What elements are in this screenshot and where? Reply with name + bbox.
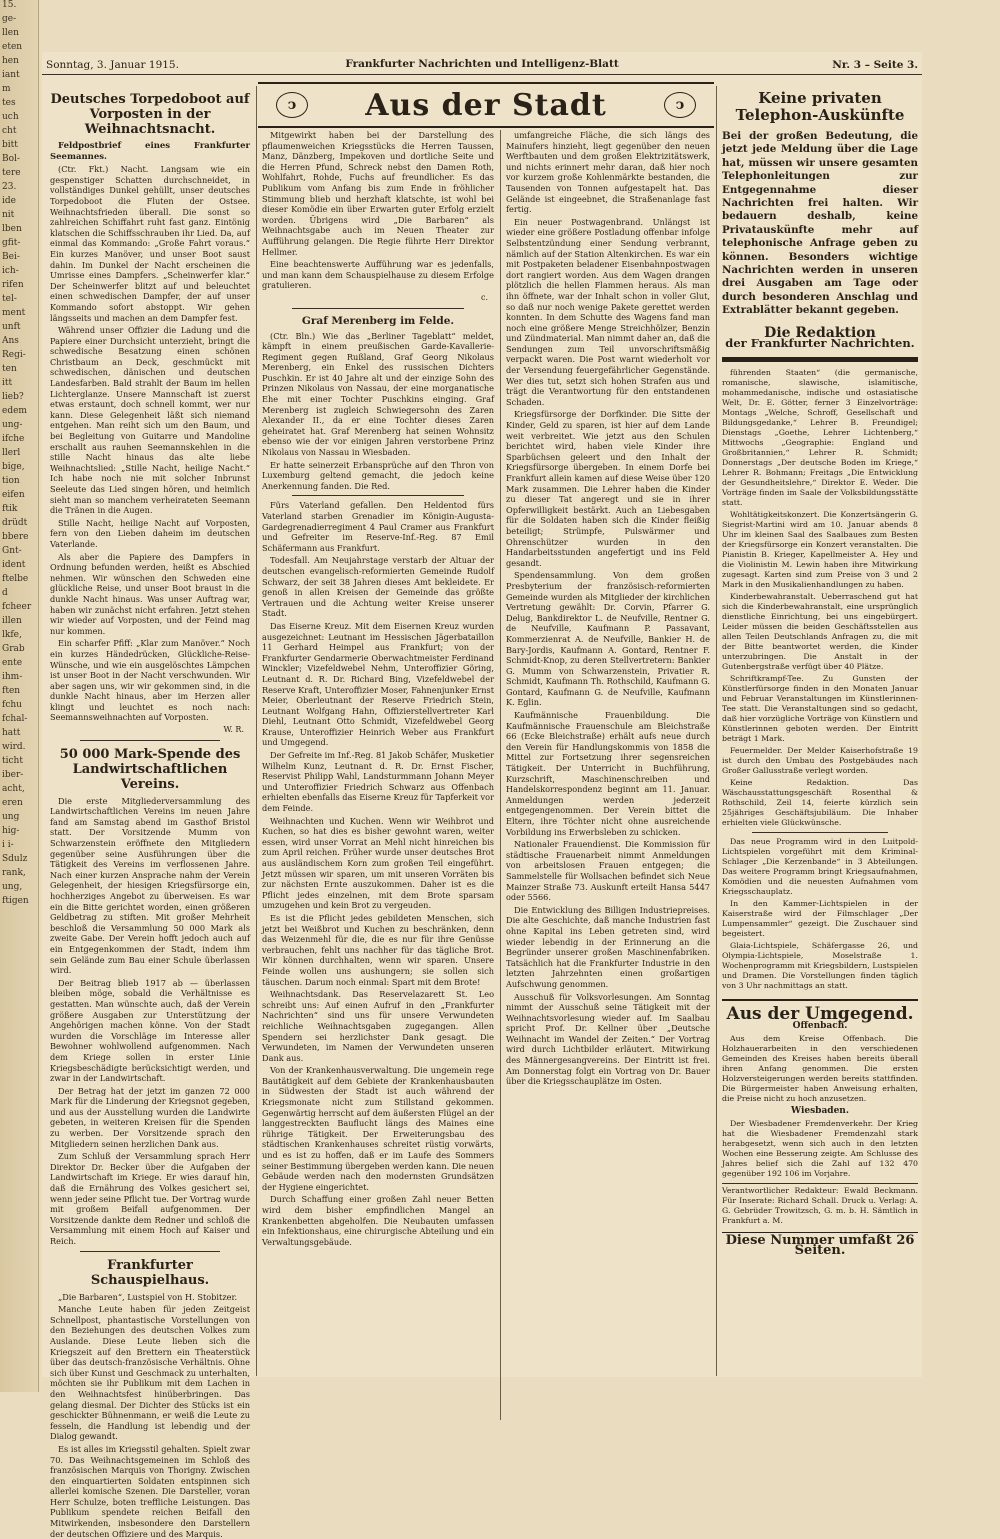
article-paragraph: Eine beachtenswerte Aufführung war es jedenfalls, und man kann dem Schauspielhause zu diesem Erfolge gratulieren. xyxy=(262,259,494,291)
divider xyxy=(752,832,888,833)
edge-fragment: ide xyxy=(2,196,16,206)
column-1 xyxy=(50,86,250,1539)
article-paragraph: Während unser Offizier die Ladung und die Papiere einer Durchsicht unterzieht, bringt die schwedische Besatzung einen schönen Christbaum an Deck, geschmückt mit schwedischen, dänischen und deutschen Landesfarben. Bald strahlt der Baum im hellen Lichterglanze. Unsere Mannschaft ist zuerst etwas erstaunt, doch schnell kommt, wer nur kann. Diese Gelegenheit läßt sich niemand entgehen. Man reiht sich um den Baum, und bei Begleitung von Guitarre und Mandoline erschallt aus rauhen Seemannskehlen in die stille Nacht hinaus das alte liebe Weihnachtslied: „Stille Nacht, heilige Nacht.“ Ich habe noch nie mit solcher Inbrunst Seeleute das Lied singen hören, und heimlich sieht man so manchem verheirateten Seemann die Tränen in die Augen. xyxy=(50,325,250,516)
article-paragraph: Ein neuer Postwagenbrand. Unlängst ist wieder eine größere Postladung offenbar infolge Selbstentzündung einer Sendung verbrannt, nämlich auf der Station Altenkirchen. Es war ein mit Postpaketen beladener Eisenbahnpostwagen dort rangiert worden. Aus dem Wagen drangen plötzlich die hellen Flammen heraus. Als man ihn öffnete, war der Inhalt schon in voller Glut, so daß nur noch wenige Pakete gerettet werden konnten. In dem Schutte des Wagens fand man noch eine größere Menge Streichhölzer, Benzin und Zündmaterial. Man nimmt daher an, daß die Sendungen zum Teil unvorschriftsmäßig verpackt waren. Die Post warnt wiederholt vor der Versendung feuergefährlicher Gegenstände. Wer dies tut, setzt sich hohen Strafen aus und trägt die Verantwortung für den entstandenen Schaden. xyxy=(506,216,710,407)
divider xyxy=(292,495,464,496)
article-paragraph: Kinderbewahranstalt. Ueberraschend gut hat sich die Kinderbewahranstalt, eine ursprünglich dienstliche Einrichtung, bei uns eingebürgert. Leider müssen die beiden Geschäftsstellen aus allen Teilen Deutschlands Anfragen zu, die mit der Bitte beantwortet werden, die Kinder unterzubringen. Die Anstalt in der Gutenbergstraße verfügt über 40 Plätze. xyxy=(722,591,918,671)
article-paragraph: Zum Schluß der Versammlung sprach Herr Direktor Dr. Becker über die Aufgaben der Landwirtschaft im Kriege. Er wies darauf hin, daß die Ernährung des Volkes gesichert sei, wenn jeder seine Pflicht tue. Der Vortrag wurde mit großem Beifall aufgenommen. Der Vorsitzende dankte dem Redner und schloß die Versammlung mit einem Hoch auf Kaiser und Reich. xyxy=(50,1151,250,1246)
edge-fragment: nit xyxy=(2,210,15,220)
edge-fragment: tere xyxy=(2,168,21,178)
edge-fragment: tel- xyxy=(2,294,17,304)
article-paragraph: Mitgewirkt haben bei der Darstellung des pflaumenweichen Kriegsstücks die Herren Taussen, Manz, Dänzberg, Impekoven und dortliche Seite und die Herren Pfund, Schreck nebst den Damen Roth, Wohlfahrt, Rohde, Fuchs auf freundlicher. Es das Publikum vom Anfang bis zum Ende in fröhlicher Stimmung blieb und herzhaft klatschte, ist wohl bei dieser Komödie ein über Erwarten guter Erfolg erzielt worden. Übrigens wird „Die Barbaren“ als Weihnachtsgabe auch im Neuen Theater zur Aufführung gelangen. Die Regie führte Herr Direktor Hellmer. xyxy=(262,130,494,257)
edge-fragment: i i- xyxy=(2,840,14,850)
column-3 xyxy=(506,130,710,1376)
article-paragraph: Stille Nacht, heilige Nacht auf Vorposten, fern von den Lieben daheim im deutschen Vaterlande. xyxy=(50,517,250,549)
article-paragraph: Kaufmännische Frauenbildung. Die Kaufmännische Frauenschule am Bleichstraße 66 (Ecke Bleichstraße) erhält aufs neue durch den Verein für Handlungskommis von 1858 die Mittel zur Fortsetzung ihrer segensreichen Tätigkeit. Der Unterricht in Buchführung, Kurzschrift, Maschinenschreiben und Handelskorrespondenz beginnt am 11. Januar. Anmeldungen werden jederzeit entgegengenommen. Der Verein bittet die Eltern, ihre Töchter nicht ohne ausreichende Vorbildung ins Erwerbsleben zu schicken. xyxy=(506,710,710,837)
edge-fragment: Sdulz xyxy=(2,854,28,864)
article-paragraph: Feuermelder. Der Melder Kaiserhofstraße 19 ist durch den Umbau des Postgebäudes nach Großer Gallusstraße verlegt worden. xyxy=(722,745,918,775)
edge-fragment: ftik xyxy=(2,504,18,514)
edge-fragment: ftelbe xyxy=(2,574,29,584)
edge-fragment: Gnt- xyxy=(2,546,22,556)
edge-fragment: ung xyxy=(2,812,20,822)
column-rule xyxy=(256,86,257,1376)
column-2 xyxy=(262,130,494,1376)
article-paragraph: führenden Staaten“ (die germanische, romanische, slawische, islamitische, mohammedanische, indische und ostasiatische Welt, Dr. E. Götter, ferner 3 Einzelvorträge: Montags „Welche, Schroff, Gesellschaft und Bildungsgedanke,“ Lehrer B. Freundigel; Dienstags „Goethe, Lehrer Lichtenberg,“ Mittwochs „Geographie: England und Großbritannien,“ Lehrer R. Schmidt; Donnerstags „Der deutsche Boden im Kriege,“ Lehrer R. Bohmann; Freitags „Die Entwicklung der Gesundheitslehre,“ Direktor E. Weder. Die Vorträge finden im Saale der Volksbildungsstätte statt. xyxy=(722,367,918,507)
article-paragraph: Ein scharfer Pfiff: „Klar zum Manöver.“ Noch ein kurzes Händedrücken, Glückliche-Reise-Wünsche, und wie ein ausgelöschtes Lämpchen ist unser Boot in der Nacht verschwunden. Wir aber sagen uns, wir wir gekommen sind, in die dunkle Nacht hinaus, aber im Herzen aller klingt und leuchtet es noch nach: Seemannsweihnachten auf Vorposten. xyxy=(50,638,250,723)
edge-fragment: fchu xyxy=(2,700,22,710)
edge-fragment: bige, xyxy=(2,462,25,472)
article-signature: W. R. xyxy=(223,725,244,735)
article-paragraph: (Ctr. Fkt.) Nacht. Langsam wie ein gespenstiger Schatten durchschneidet, in vollständiges Dunkel gehüllt, unser deutsches Torpedoboot die Fluten der Ostsee. Weihnachtsfrieden überall. Die sonst so zahlreichen Schiffahrt ruht fast ganz. Eintönig klatschen die Schiffsschrauben ihr Lied. Da, auf einmal das Kommando: „Große Fahrt voraus.“ Ein kurzes Manöver, und unser Boot saust dahin. Im Dunkel der Nacht erscheinen die Umrisse eines Dampfers. „Scheinwerfer klar.“ Der Scheinwerfer blitzt auf und beleuchtet einen schwedischen Dampfer, der auf unser Kommando sofort abstoppt. Wir gehen längsseits und machen an dem Dampfer fest. xyxy=(50,164,250,323)
article-paragraph: Durch Schaffung einer großen Zahl neuer Betten wird dem bisher empfindlichen Mangel an Krankenbetten abgeholfen. Die Neubauten umfassen ein Infektionshaus, eine chirurgische Abteilung und ein Verwaltungsgebäude. xyxy=(262,1194,494,1247)
article-paragraph: Der Betrag hat der jetzt im ganzen 72 000 Mark für die Linderung der Kriegsnot gegeben, und aus der Ausstellung wurden die Landwirte gebeten, in weiteren Kreisen für die Spenden zu werben. Der Vorsitzende sprach den Mitgliedern seinen herzlichen Dank aus. xyxy=(50,1085,250,1149)
edge-fragment: rank, xyxy=(2,868,26,878)
edge-fragment: drüdt xyxy=(2,518,28,528)
column-4 xyxy=(722,86,918,1376)
edge-fragment: lieb? xyxy=(2,392,24,402)
article-title-torpedoboot: Deutsches Torpedoboot auf Vorposten in der Weihnachtsnacht. xyxy=(50,92,250,137)
divider xyxy=(722,999,918,1001)
edge-fragment: lben xyxy=(2,224,22,234)
article-paragraph: Schriftkrampf-Tee. Zu Gunsten der Künstlerfürsorge finden in den Monaten Januar und Februar Veranstaltungen im Künstlerinnen-Tee statt. Die Veranstaltungen sind so gedacht, daß hier vorzügliche Vorträge von Künstlern und Künstlerinnen geboten werden. Der Eintritt beträgt 1 Mark. xyxy=(722,673,918,743)
subsection-offenbach: Offenbach. xyxy=(792,1021,848,1032)
section-title: Aus der Stadt xyxy=(365,88,607,123)
edge-fragment: ente xyxy=(2,658,23,668)
edge-fragment: acht, xyxy=(2,784,25,794)
ornament-right-icon: ↄ xyxy=(664,92,696,118)
article-signature: c. xyxy=(480,292,488,302)
article-paragraph: Der Gefreite im Inf.-Reg. 81 Jakob Schäfer, Musketier Wilhelm Kunz, Leutnant d. R. Dr. Ernst Fischer, Reservist Philipp Wahl, Landsturmmann Johann Meyer und Unteroffizier Friedrich Schwarz aus Offenbach erhielten ebenfalls das Eiserne Kreuz für Tapferkeit vor dem Feinde. xyxy=(262,750,494,814)
header-paper-name: Frankfurter Nachrichten und Intelligenz-Blatt xyxy=(345,58,619,70)
article-paragraph: Keine Redaktion. Das Wäschausstattungsgeschäft Rosenthal & Rothschild, Zeil 14, feierte kürzlich sein 25jähriges Geschäftsjubiläum. Die Inhaber erhielten viele Glückwünsche. xyxy=(722,777,918,827)
article-paragraph: Ausschuß für Volksvorlesungen. Am Sonntag nimmt der Ausschuß seine Tätigkeit mit der Weihnachtsvorlesung wieder auf. Im Saalbau spricht Prof. Dr. Kellner über „Deutsche Weihnacht im Wandel der Zeiten.“ Der Vortrag wird durch Lichtbilder erläutert. Mitwirkung des Männergesangvereins. Der Eintritt ist frei. Am Donnerstag folgt ein Vortrag von Dr. Bauer über die Kriegsschauplätze im Osten. xyxy=(506,991,710,1087)
article-paragraph: Das neue Programm wird in den Luitpold-Lichtspielen vorgeführt mit dem Kriminal-Schlager „Die Kerzenbande“ in 3 Abteilungen. Das weitere Programm bringt Kriegsaufnahmen, Komödien und die neuesten Aufnahmen vom Kriegsschauplatz. xyxy=(722,836,918,896)
article-paragraph: Das Eiserne Kreuz. Mit dem Eisernen Kreuz wurden ausgezeichnet: Leutnant im Hessischen Jägerbataillon 11 Gerhard Heimpel aus Frankfurt; von der Frankfurter Gendarmerie Oberwachtmeister Ferdinand Winckler; Vizefeldwebel Nehm, Unteroffizier Göring, Leutnant d. R. Dr. Richard Bing, Vizefeldwebel der Reserve Kraft, Unteroffizier Moser, Fahnenjunker Ernst Meier, Oberleutnant der Reserve Friedrich Stein, Leutnant Wolfgang Hahn, Offizierstellvertreter Karl Diehl, Leutnant Otto Schmidt, Vizefeldwebel Georg Krause, Unteroffizier Heinrich Weber aus Frankfurt und Umgegend. xyxy=(262,620,494,748)
edge-fragment: bitt xyxy=(2,140,18,150)
edge-fragment: eten xyxy=(2,42,23,52)
notice-title: Keine privaten Telephon-Auskünfte xyxy=(735,89,905,124)
article-paragraph: Die erste Mitgliederversammlung des Landwirtschaftlichen Vereins im neuen Jahre fand am Samstag abend im Gasthof Bristol statt. Der Vorsitzende Mumm von Schwarzenstein eröffnete den Mitgliedern gegenüber seine Ausführungen über die Tätigkeit des Vereins im verflossenen Jahre. Nach einer kurzen Ansprache nahm der Verein Gelegenheit, der hiesigen Kriegsfürsorge ein, hochherziges Angebot zu überweisen. Es war ein die Bitte gerichtet worden, einen größeren Geldbetrag zu stiften. Mit großer Mehrheit beschloß die Versammlung 50 000 Mark als zweite Gabe. Der Verein hofft jedoch auch auf ein Entgegenkommen der Stadt, indem ihm sein Gelände zum Bau einer Schule überlassen wird. xyxy=(50,795,250,976)
article-paragraph: Von der Krankenhausverwaltung. Die ungemein rege Bautätigkeit auf dem Gebiete der Krankenhausbauten in Südwesten der Stadt ist auch während der Kriegsmonate nicht zum Stillstand gekommen. Gegenwärtig herrscht auf dem äußersten Flügel an der langgestreckten Bauflucht längs des Maines eine rührige Tätigkeit. Der Erweiterungsbau des städtischen Krankenhauses schreitet rüstig vorwärts, und es ist zu hoffen, daß er im Laufe des Sommers seiner Bestimmung übergeben werden kann. Die neuen Gebäude werden nach den modernsten Grundsätzen der Hygiene eingerichtet. xyxy=(262,1065,494,1192)
edge-fragment: m xyxy=(2,84,11,94)
edge-fragment: lkfe, xyxy=(2,630,22,640)
article-paragraph: (Ctr. Bln.) Wie das „Berliner Tageblatt“ meldet, kämpft in einem preußischen Garde-Kavallerie-Regiment gegen Rußland, Graf Georg Nikolaus Merenberg, ein Enkel des russischen Dichters Puschkin. Er ist 40 Jahre alt und der einzige Sohn des Prinzen Nikolaus von Nassau, der eine morganatische Ehe mit einer Tochter Puschkins einging. Graf Merenberg ist zugleich Schwiegersohn des Zaren Alexander II., da er eine Tochter dieses Zaren geheiratet hat. Graf Merenberg hat seinen Wohnsitz ebenso wie der vor einigen Jahren verstorbene Prinz Nikolaus von Nassau in Wiesbaden. xyxy=(262,330,494,458)
notice-signature: Die Redaktion xyxy=(764,324,876,341)
edge-fragment: ung- xyxy=(2,420,23,430)
article-paragraph: umfangreiche Fläche, die sich längs des Mainufers hinzieht, liegt gegenüber den neuen Werftbauten und dem großen Elektrizitätswerk, und nichts erinnert mehr daran, daß hier noch vor kurzem große Kohlenmärkte bestanden, die Tausenden von Tonnen aufgestapelt hat. Das Gelände ist eingeebnet, die Straßenanlage fast fertig. xyxy=(506,130,710,215)
edge-fragment: llerl xyxy=(2,448,21,458)
article-paragraph: Fürs Vaterland gefallen. Den Heldentod fürs Vaterland starben Grenadier im Königin-Augusta-Gardegrenadierregiment 4 Paul Cramer aus Frankfurt und Gefreiter im Reserve-Inf.-Reg. 87 Emil Schäfermann aus Frankfurt. xyxy=(262,500,494,553)
article-paragraph: „Die Barbaren“, Lustspiel von H. Stobitzer. xyxy=(58,1291,238,1302)
article-paragraph: Als aber die Papiere des Dampfers in Ordnung befunden werden, heißt es Abschied nehmen. Wir wünschen den Schweden eine glückliche Reise, und unser Boot braust in die dunkle Nacht hinaus. Was unser Auftrag war, haben wir zunächst nicht erfahren. Jetzt stehen wir wieder auf Vorposten, und der Feind mag nur kommen. xyxy=(50,551,250,636)
edge-fragment: ticht xyxy=(2,756,23,766)
edge-fragment: llen xyxy=(2,28,19,38)
edge-fragment: wird. xyxy=(2,742,26,752)
edge-fragment: hig- xyxy=(2,826,20,836)
header-page-number: Nr. 3 – Seite 3. xyxy=(832,59,918,71)
edge-fragment: Ans xyxy=(2,336,19,346)
imprint: Verantwortlicher Redakteur: Ewald Beckmann. Für Inserate: Richard Schall. Druck u. Verlag: A. G. Gebrüder Trowitzsch, G. m. b. H. Sämtlich in Frankfurt a. M. xyxy=(722,1183,918,1226)
subsection-wiesbaden: Wiesbaden. xyxy=(791,1106,849,1117)
article-paragraph: Der Wiesbadener Fremdenverkehr. Der Krieg hat die Wiesbadener Fremdenzahl stark herabgesetzt, wenn sich auch in den letzten Wochen eine Besserung zeigte. Am Schlusse des Jahres belief sich die Zahl auf 132 470 gegenüber 192 106 im Vorjahre. xyxy=(722,1118,918,1178)
column-rule xyxy=(716,86,717,1376)
section-masthead xyxy=(258,82,714,128)
edge-fragment: gfit- xyxy=(2,238,21,248)
edge-fragment: rifen xyxy=(2,280,24,290)
edge-fragment: hen xyxy=(2,56,19,66)
divider xyxy=(80,1251,220,1252)
edge-fragment: Grab xyxy=(2,644,25,654)
edge-fragment: eifen xyxy=(2,490,25,500)
article-title-schauspielhaus: Frankfurter Schauspielhaus. xyxy=(90,1257,210,1288)
page-header xyxy=(42,58,922,75)
edge-fragment: Bei- xyxy=(2,252,20,262)
edge-fragment: illen xyxy=(2,616,22,626)
article-paragraph: In den Kammer-Lichtspielen in der Kaiserstraße wird der Filmschlager „Der Lumpensammler“ gezeigt. Die Zuschauer sind begeistert. xyxy=(722,898,918,938)
edge-fragment: uch xyxy=(2,112,19,122)
edge-fragment: cht xyxy=(2,126,17,136)
article-paragraph: Weihnachten und Kuchen. Wenn wir Weihbrot und Kuchen, so hat dies es bisher gewohnt waren, weiter essen, wird unser Vorrat an Mehl nicht hinreichen bis zum April reichen. Früher wurde unser deutsches Brot aus ausländischem Korn zum großen Teil eingeführt. Jetzt müssen wir sparen, um mit unseren Vorräten bis zur nächsten Ernte auszukommen. Daher ist es die Pflicht jedes einzelnen, mit dem Brote sparsam umzugehen und kein Brot zu vergeuden. xyxy=(262,815,494,911)
edge-fragment: tion xyxy=(2,476,20,486)
article-paragraph: Der Beitrag blieb 1917 ab — überlassen bleiben möge, sobald die Verhältnisse es gestatten. Man wünschte auch, daß der Verein größere Ausgaben zur Unterstützung der Angehörigen machen könne. Von der Stadt wurden die Vorschläge im Interesse aller Bewohner wohlwollend aufgenommen. Nach dem Kriege sollen in erster Linie Kriegsbeschädigte berücksichtigt werden, und zwar in der Landwirtschaft. xyxy=(50,977,250,1084)
edge-fragment: ihm- xyxy=(2,672,23,682)
article-paragraph: Die Entwicklung des Billigen Industriepreises. Die alte Geschichte, daß manche Industrien fast ohne Kapital ins Leben getreten sind, wird wieder lebendig in der Erinnerung an die Begründer unserer großen Maschinenfabriken. Tatsächlich hat die Frankfurter Industrie in den letzten Jahrzehnten einen großartigen Aufschwung genommen. xyxy=(506,904,710,989)
ornament-left-icon: ↄ xyxy=(276,92,308,118)
edge-fragment: itt xyxy=(2,378,13,388)
article-paragraph: Kriegsfürsorge der Dorfkinder. Die Sitte der Kinder, Geld zu sparen, ist hier auf dem Lande weit verbreitet. Wie jetzt aus den Schulen berichtet wird, haben viele Kinder ihre Sparbüchsen geleert und den Inhalt der Kriegsfürsorge übergeben. In einem Dorfe bei Frankfurt allein kamen auf diese Weise über 120 Mark zusammen. Die Lehrer haben die Kinder zu dieser Tat angeregt und sie in ihrer Opferwilligkeit bestärkt. Auch an Liebesgaben für die Soldaten haben sich die Kinder fleißig beteiligt; Strümpfe, Pulswärmer und Ohrenschützer wurden in den Handarbeitsstunden angefertigt und ins Feld gesandt. xyxy=(506,409,710,568)
edge-fragment: iant xyxy=(2,70,20,80)
edge-fragment: ich- xyxy=(2,266,19,276)
edge-fragment: edem xyxy=(2,406,27,416)
edge-fragment: tes xyxy=(2,98,16,108)
edge-fragment: unft xyxy=(2,322,21,332)
header-date: Sonntag, 3. Januar 1915. xyxy=(46,59,179,71)
article-dateline: Feldpostbrief eines Frankfurter Seemannes. xyxy=(50,141,250,162)
article-paragraph: Glaia-Lichtspiele, Schäfergasse 26, und Olympia-Lichtspiele, Moselstraße 1. Wochenprogramm mit Kriegsbildern, Lustspielen und Dramen. Die Vorstellungen finden täglich von 3 Uhr nachmittags an statt. xyxy=(722,940,918,990)
edge-fragment: ften xyxy=(2,686,21,696)
article-title-spende: 50 000 Mark-Spende des Landwirtschaftlichen Vereins. xyxy=(59,746,241,792)
edge-fragment: ment xyxy=(2,308,26,318)
article-paragraph: Todesfall. Am Neujahrstage verstarb der Altuar der deutschen evangelisch-reformierten Gemeinde Rudolf Schwarz, der seit 38 Jahren dieses Amt bekleidete. Er genoß in allen Kreisen der Gemeinde das größte Vertrauen und die Achtung weiter Kreise unserer Stadt. xyxy=(262,555,494,619)
page-count-note: Diese Nummer umfaßt 26 Seiten. xyxy=(722,1232,918,1257)
edge-fragment: eren xyxy=(2,798,23,808)
article-paragraph: Es ist die Pflicht jedes gebildeten Menschen, sich jetzt bei Weißbrot und Kuchen zu beschränken, denn das Weizenmehl für die, die es nur für ihre Genüsse verbrauchen, fehlt uns nachher für das tägliche Brot. Wir können durchhalten, wenn wir sparen. Unsere Feinde wollen uns aushungern; sie sollen sich täuschen. Darum noch einmal: Spart mit dem Brote! xyxy=(262,912,494,987)
section-title-umgegend: Aus der Umgegend. xyxy=(726,1003,914,1024)
edge-fragment: ge- xyxy=(2,14,17,24)
edge-fragment: 23. xyxy=(2,182,17,192)
article-paragraph: Es ist alles im Kriegsstil gehalten. Spielt zwar 70. Das Weihnachtsgemeinen im Schloß des französischen Marquis von Thorigny. Zwischen den einquartierten Soldaten entspinnen sich allerlei komische Szenen. Die Darsteller, voran Herr Schulze, boten treffliche Leistungen. Das Publikum spendete reichen Beifall den Mitwirkenden, insbesondere den Darstellern der deutschen Offiziere und des Marquis. xyxy=(50,1443,250,1539)
edge-fragment: Bol- xyxy=(2,154,20,164)
edge-fragment: fcheer xyxy=(2,602,32,612)
article-paragraph: Manche Leute haben für jeden Zeitgeist Schnellpost, phantastische Vorstellungen von den Beziehungen des deutschen Volkes zum Auslande. Diese Leute lieben sich die Kriegszeit auf den Brettern ein Theaterstück über das deutsch-französische Verhältnis. Ohne sich über Kunst und Geschmack zu unterhalten, möchten sie ihr Publikum mit dem Lachen in den Weihnachtsfest hinüberbringen. Das gelang diesmal. Der Dichter des Stücks ist ein geschickter Bühnenmann, er weiß die Leute zu fesseln, die Handlung ist lebendig und der Dialog gewandt. xyxy=(50,1304,250,1442)
divider xyxy=(80,740,220,741)
edge-fragment: hatt xyxy=(2,728,21,738)
edge-fragment: ung, xyxy=(2,882,23,892)
article-paragraph: Nationaler Frauendienst. Die Kommission für städtische Frauenarbeit nimmt Anmeldungen von arbeitslosen Frauen entgegen; die Sammelstelle für Wollsachen befindet sich Neue Mainzer Straße 73. Auskunft erteilt Hansa 5447 oder 5566. xyxy=(506,839,710,903)
column-rule xyxy=(500,130,501,1420)
thick-divider xyxy=(722,357,918,362)
notice-signature-sub: der Frankfurter Nachrichten. xyxy=(725,336,915,351)
edge-fragment: d xyxy=(2,588,8,598)
article-paragraph: Aus dem Kreise Offenbach. Die Holzhauerarbeiten in den verschiedenen Gemeinden des Kreises haben bereits überall ihren Anfang genommen. Die ersten Holzversteigerungen werden bereits stattfinden. Die Bürgermeister haben Anweisung erhalten, die Preise nicht zu hoch anzusetzen. xyxy=(722,1034,918,1104)
article-paragraph: Wohltätigkeitskonzert. Die Konzertsängerin G. Siegrist-Martini wird am 10. Januar abends 8 Uhr im kleinen Saal des Saalbaues zum Besten der Kriegsfürsorge ein Konzert veranstalten. Die Pianistin B. Krieger, Kapellmeister A. Hey und die Violinistin M. Lewin haben ihre Mitwirkung zugesagt. Karten sind zum Preise von 3 und 2 Mark in den Musikalienhandlungen zu haben. xyxy=(722,509,918,589)
previous-page-edge xyxy=(0,0,39,1392)
notice-body: Bei der großen Bedeutung, die jetzt jede Meldung über die Lage hat, müssen wir unsere gesamten Telephonleitungen zur Entgegennahme dieser Nachrichten frei halten. Wir bedauern deshalb, keine Privatauskünfte mehr auf telephonische Anfrage geben zu können. Besonders wichtige Nachrichten werden in unseren drei Ausgaben am Tage oder durch besonderen Anschlag und Extrablätter bekannt gegeben. xyxy=(722,130,918,317)
edge-fragment: iber- xyxy=(2,770,24,780)
edge-fragment: ident xyxy=(2,560,26,570)
article-paragraph: Er hatte seinerzeit Erbansprüche auf den Thron von Luxemburg geltend gemacht, die jedoch keine Anerkennung fanden. Die Red. xyxy=(262,459,494,491)
edge-fragment: Regi- xyxy=(2,350,26,360)
edge-fragment: ftigen xyxy=(2,896,29,906)
article-title-merenberg: Graf Merenberg im Felde. xyxy=(301,314,455,327)
divider xyxy=(292,308,464,309)
edge-fragment: bbere xyxy=(2,532,29,542)
article-paragraph: Spendensammlung. Von dem großen Presbyterium der französisch-reformierten Gemeinde wurden als Mitglieder der kirchlichen Vertretung gewählt: Dr. Corvin, Pfarrer G. Delug, Bankdirektor L. de Neufville, Rentner G. de Neufville, Kaufmann P. Passavant, Kommerzienrat A. de Neufville, Bankier H. de Bary-Jordis, Kaufmann A. Gontard, Rentner F. Schmidt-Knop, zu deren Stellvertretern: Bankier G. Mumm von Schwarzenstein, Privatier R. Schmidt, Kaufmann Th. Rothschild, Kaufmann G. Gontard, Kaufmann G. de Neufville, Kaufmann K. Eglin. xyxy=(506,570,710,708)
edge-fragment: ifche xyxy=(2,434,25,444)
article-paragraph: Weihnachtsdank. Das Reservelazarett St. Leo schreibt uns: Auf einen Aufruf in den „Frankfurter Nachrichten“ sind uns für unsere Verwundeten reichliche Weihnachtsgaben zugegangen. Allen Spendern sei herzlichster Dank gesagt. Die Verwundeten, im Namen der Verwundeten unseren Dank aus. xyxy=(262,989,494,1063)
edge-fragment: ten xyxy=(2,364,17,374)
edge-fragment: fchal- xyxy=(2,714,28,724)
edge-fragment: 15. xyxy=(2,0,17,10)
